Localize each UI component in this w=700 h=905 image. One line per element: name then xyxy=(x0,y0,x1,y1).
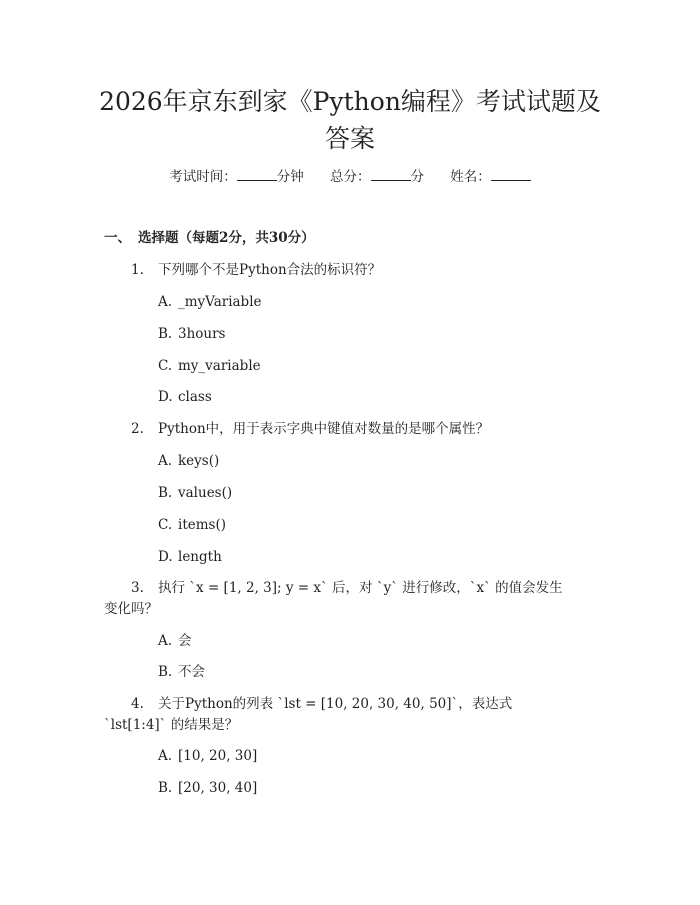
option-text: values() xyxy=(178,485,233,501)
question-text: 下列哪个不是Python合法的标识符？ xyxy=(158,262,382,278)
total-score-label: 总分： xyxy=(330,169,371,185)
option-2b[interactable] xyxy=(158,483,232,503)
option-text: 3hours xyxy=(178,326,226,342)
exam-time xyxy=(169,167,304,187)
option-4b[interactable] xyxy=(158,778,257,798)
option-2d[interactable] xyxy=(158,547,222,567)
question-text: 执行 `x = [1, 2, 3]; y = x` 后，对 `y` 进行修改，`x` 的值会发生 xyxy=(158,580,563,596)
exam-time-unit: 分钟 xyxy=(276,169,304,185)
student-name xyxy=(450,167,531,187)
option-1a[interactable] xyxy=(158,292,262,312)
option-text: class xyxy=(178,389,212,405)
option-label: B. xyxy=(158,485,173,501)
question-text: 变化吗？ xyxy=(104,601,158,617)
section-heading xyxy=(104,228,315,248)
option-text: length xyxy=(178,549,222,565)
exam-time-label: 考试时间： xyxy=(169,169,237,185)
section-number: 一、 xyxy=(104,230,131,246)
option-text: keys() xyxy=(178,453,220,469)
section-title: 选择题（每题2分，共30分） xyxy=(138,230,315,246)
option-label: A. xyxy=(158,294,173,310)
question-2 xyxy=(131,419,601,439)
option-text: 不会 xyxy=(178,664,205,680)
question-text: Python中，用于表示字典中键值对数量的是哪个属性？ xyxy=(158,421,490,437)
option-2c[interactable] xyxy=(158,515,226,535)
option-label: D. xyxy=(158,389,173,405)
question-number: 2. xyxy=(131,421,144,437)
option-4a[interactable] xyxy=(158,746,257,766)
student-name-blank[interactable] xyxy=(491,167,531,181)
total-score-blank[interactable] xyxy=(371,167,411,181)
question-number: 1. xyxy=(131,262,144,278)
question-4-continued xyxy=(104,715,574,735)
page-title: 2026年京东到家《Python编程》考试试题及 xyxy=(99,87,601,116)
exam-time-blank[interactable] xyxy=(237,167,277,181)
question-number: 4. xyxy=(131,696,144,712)
option-2a[interactable] xyxy=(158,451,219,471)
question-3 xyxy=(131,578,601,598)
question-number: 3. xyxy=(131,580,144,596)
option-text: [10, 20, 30] xyxy=(178,748,258,764)
exam-meta xyxy=(0,167,700,187)
option-1d[interactable] xyxy=(158,387,212,407)
option-1c[interactable] xyxy=(158,356,261,376)
option-3a[interactable] xyxy=(158,631,192,651)
option-label: A. xyxy=(158,633,173,649)
student-name-label: 姓名： xyxy=(450,169,491,185)
option-label: D. xyxy=(158,549,173,565)
option-3b[interactable] xyxy=(158,662,205,682)
question-text: 关于Python的列表 `lst = [10, 20, 30, 40, 50]`，表达式 xyxy=(158,696,513,712)
option-text: 会 xyxy=(178,633,192,649)
question-1 xyxy=(131,260,601,280)
total-score-unit: 分 xyxy=(410,169,424,185)
option-text: items() xyxy=(178,517,226,533)
option-label: C. xyxy=(158,358,173,374)
question-text: `lst[1:4]` 的结果是？ xyxy=(104,717,239,733)
option-label: B. xyxy=(158,780,173,796)
option-label: B. xyxy=(158,664,173,680)
option-1b[interactable] xyxy=(158,324,226,344)
option-label: A. xyxy=(158,748,173,764)
option-text: [20, 30, 40] xyxy=(178,780,258,796)
option-text: my_variable xyxy=(178,358,261,374)
option-label: C. xyxy=(158,517,173,533)
question-4 xyxy=(131,694,601,714)
option-label: B. xyxy=(158,326,173,342)
total-score xyxy=(330,167,424,187)
option-label: A. xyxy=(158,453,173,469)
question-3-continued xyxy=(104,599,574,619)
page-title-continued: 答案 xyxy=(324,124,375,153)
option-text: _myVariable xyxy=(178,294,262,310)
